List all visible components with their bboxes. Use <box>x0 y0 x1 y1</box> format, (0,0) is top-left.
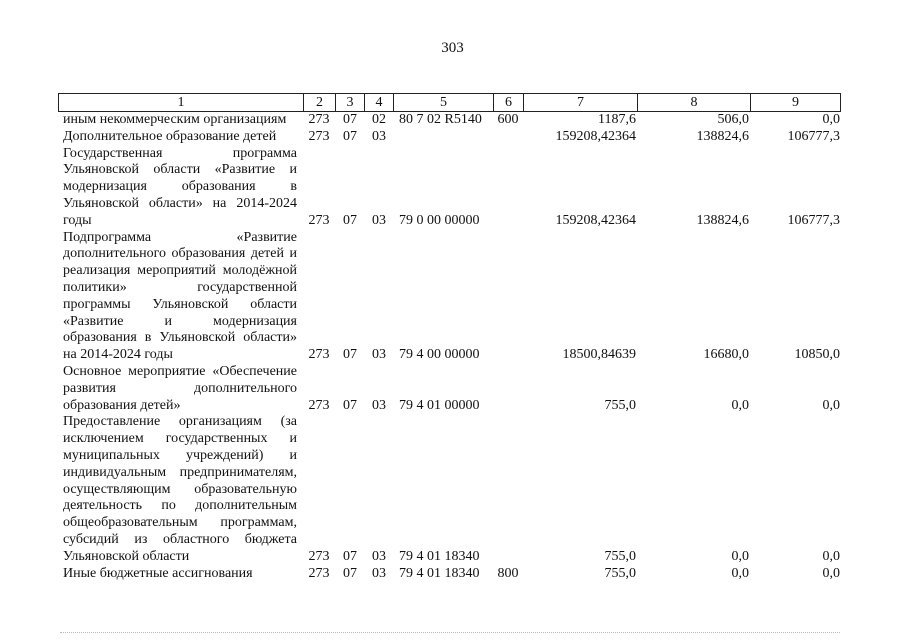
code-subsection: 03 <box>372 347 386 363</box>
amount-col-8: 506,0 <box>717 112 749 127</box>
column-header-2: 2 <box>304 94 336 112</box>
column-header-8: 8 <box>638 94 751 112</box>
amount-col-9: 106777,3 <box>787 128 840 144</box>
code-expense-type: 800 <box>497 565 519 581</box>
code-ministry: 273 <box>308 112 330 127</box>
row-description: иным некоммерческим организациям <box>63 112 287 127</box>
row-description: Подпрограмма «Развитие дополнительного образования детей и реализация мероприятий молодёжной политики» государственной программы Ульяновской области «Развитие и модернизация образования в Ульяновской области» на 2014-2024 годы <box>63 229 297 363</box>
amount-col-9: 0,0 <box>822 565 840 581</box>
amount-col-7: 159208,42364 <box>555 128 636 144</box>
code-section: 07 <box>343 565 357 581</box>
code-subsection: 03 <box>372 128 386 144</box>
amount-col-9: 106777,3 <box>787 212 840 228</box>
amount-col-8: 0,0 <box>731 548 749 564</box>
row-description: Предоставление организациям (за исключением государственных и муниципальных учреждений) и индивидуальным предпринимателям, осуществляющим образовательную деятельность по дополнительным общеобразовательным программам, субсидий из областного бюджета Ульяновской области <box>63 414 297 564</box>
code-ministry: 273 <box>308 565 330 581</box>
code-subsection: 03 <box>372 212 386 228</box>
table-row <box>0 230 905 364</box>
code-target-article: 79 4 00 00000 <box>399 347 480 363</box>
code-ministry: 273 <box>308 397 330 413</box>
code-section: 07 <box>343 347 357 363</box>
table-row <box>0 364 905 414</box>
column-header-6: 6 <box>494 94 524 112</box>
row-description: Дополнительное образование детей <box>63 128 277 144</box>
table-row <box>0 129 905 146</box>
code-target-article: 79 4 01 00000 <box>399 397 480 413</box>
code-subsection: 03 <box>372 548 386 564</box>
budget-table-body <box>0 112 905 582</box>
amount-col-9: 0,0 <box>822 112 840 127</box>
amount-col-9: 0,0 <box>822 548 840 564</box>
code-target-article: 79 4 01 18340 <box>399 548 480 564</box>
column-header-4: 4 <box>365 94 394 112</box>
page-number: 303 <box>441 40 464 56</box>
row-description: Основное мероприятие «Обеспечение развития дополнительного образования детей» <box>63 363 297 413</box>
table-row <box>0 566 905 583</box>
column-header-7: 7 <box>524 94 638 112</box>
row-description: Иные бюджетные ассигнования <box>63 565 253 581</box>
column-header-5: 5 <box>394 94 494 112</box>
amount-col-8: 138824,6 <box>696 128 749 144</box>
code-target-article: 80 7 02 R5140 <box>399 112 482 127</box>
amount-col-8: 0,0 <box>731 565 749 581</box>
code-target-article: 79 0 00 00000 <box>399 212 480 228</box>
code-expense-type: 600 <box>497 112 519 127</box>
code-ministry: 273 <box>308 128 330 144</box>
column-header-row <box>58 93 841 112</box>
code-subsection: 03 <box>372 565 386 581</box>
amount-col-9: 0,0 <box>822 397 840 413</box>
code-section: 07 <box>343 397 357 413</box>
amount-col-7: 755,0 <box>604 548 636 564</box>
amount-col-7: 1187,6 <box>598 112 636 127</box>
code-section: 07 <box>343 112 357 127</box>
row-description: Государственная программа Ульяновской области «Развитие и модернизация образования в Ульяновской области» на 2014-2024 годы <box>63 145 297 228</box>
amount-col-9: 10850,0 <box>794 347 840 363</box>
amount-col-7: 755,0 <box>604 565 636 581</box>
code-section: 07 <box>343 128 357 144</box>
code-section: 07 <box>343 212 357 228</box>
amount-col-7: 159208,42364 <box>555 212 636 228</box>
table-row <box>0 146 905 230</box>
code-subsection: 03 <box>372 397 386 413</box>
code-target-article: 79 4 01 18340 <box>399 565 480 581</box>
amount-col-8: 16680,0 <box>703 347 749 363</box>
column-header-9: 9 <box>751 94 841 112</box>
column-header-3: 3 <box>336 94 365 112</box>
column-header-1: 1 <box>59 94 304 112</box>
amount-col-7: 755,0 <box>604 397 636 413</box>
code-ministry: 273 <box>308 548 330 564</box>
table-row <box>0 414 905 565</box>
amount-col-8: 138824,6 <box>696 212 749 228</box>
code-section: 07 <box>343 548 357 564</box>
code-ministry: 273 <box>308 212 330 228</box>
code-subsection: 02 <box>372 112 386 127</box>
table-row <box>0 112 905 129</box>
amount-col-7: 18500,84639 <box>562 347 636 363</box>
code-ministry: 273 <box>308 347 330 363</box>
scan-edge-divider <box>60 632 840 634</box>
amount-col-8: 0,0 <box>731 397 749 413</box>
